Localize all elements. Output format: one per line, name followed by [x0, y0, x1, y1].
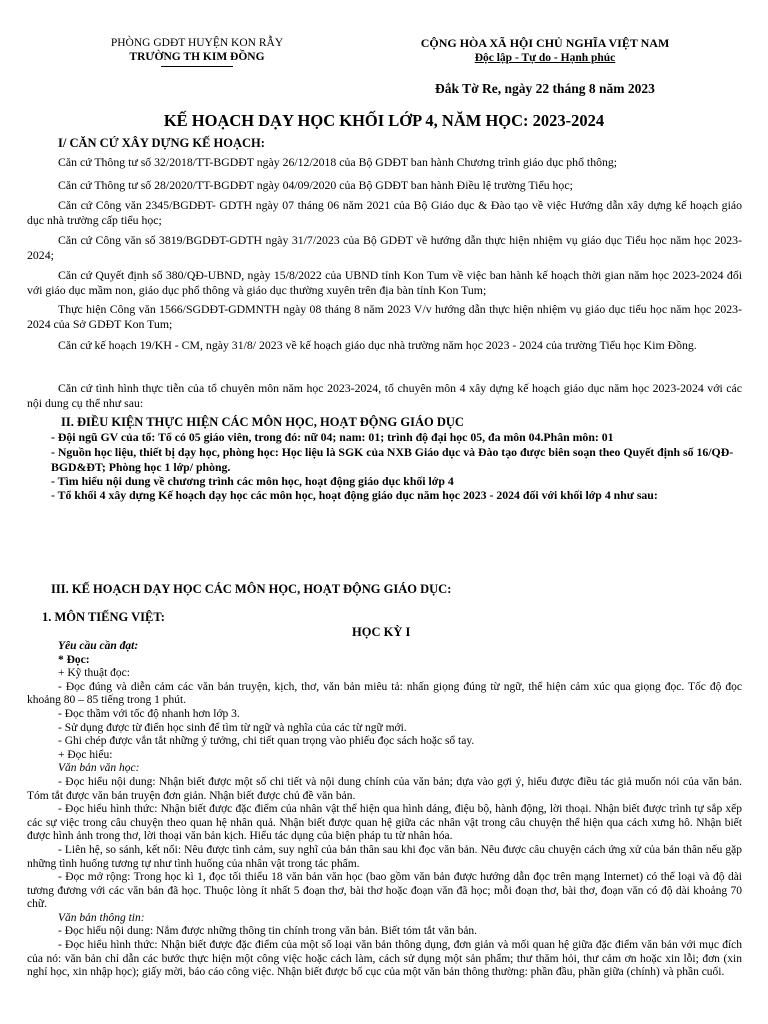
info-label: Văn bản thông tin: — [58, 911, 145, 924]
condition-item — [27, 445, 742, 474]
technique-item: - Đọc đúng và diễn cảm các văn bản truyện, kịch, thơ, văn bản miêu tả: nhấn giọng đúng từ ngữ, thể hiện cảm xúc qua giọng đọc. Tốc độ đọc khoảng 80 – 85 tiếng trong 1 phút. — [27, 680, 742, 707]
header-right — [400, 36, 690, 66]
basis-paragraph: Căn cứ Công văn 2345/BGDĐT- GDTH ngày 07 tháng 06 năm 2021 của Bộ Giáo dục & Đào tạo về việc Hướng dẫn xây dựng kế hoạch giáo dục nhà trường cấp tiểu học; — [27, 198, 742, 227]
literary-item: - Đọc mở rộng: Trong học kì 1, đọc tối thiểu 18 văn bản văn học (bao gồm văn bản được hướng dẫn đọc trên mạng Internet) có thể loại và độ dài tương đương với các văn bản đã học. Thuộc lòng ít nhất 5 đoạn thơ, bài thơ hoặc đoạn văn đã học; mỗi đoạn thơ, bài thơ, đoạn văn có độ dài khoảng 70 chữ. — [27, 871, 742, 911]
reading-label: * Đọc: — [58, 653, 90, 666]
basis-paragraph: Căn cứ tình hình thực tiễn của tổ chuyên môn năm học 2023-2024, tổ chuyên môn 4 xây dựng kế hoạch giáo dục năm học 2023-2024 với các nội dung cụ thể như sau: — [27, 381, 742, 410]
condition-text: - Tổ khối 4 xây dựng Kế hoạch dạy học các môn học, hoạt động giáo dục năm học 2023 - 2024 đối với khối lớp 4 như sau: — [51, 488, 658, 502]
document-title: KẾ HOẠCH DẠY HỌC KHỐI LỚP 4, NĂM HỌC: 2023-2024 — [163, 111, 605, 130]
section3-heading: III. KẾ HOẠCH DẠY HỌC CÁC MÔN HỌC, HOẠT ĐỘNG GIÁO DỤC: — [51, 582, 452, 596]
technique-item: - Sử dụng được từ điển học sinh để tìm từ ngữ và nghĩa của các từ ngữ mới. — [58, 721, 407, 734]
agency-name: PHÒNG GDĐT HUYỆN KON RẪY — [110, 37, 284, 49]
basis-paragraph: Căn cứ Công văn số 3819/BGDĐT-GDTH ngày 31/7/2023 của Bộ GDĐT về hướng dẫn thực hiện nhiệm vụ giáo dục Tiểu học năm học 2023-2024; — [27, 233, 742, 262]
basis-paragraph: Căn cứ kế hoạch 19/KH - CM, ngày 31/8/ 2023 về kế hoạch giáo dục nhà trường năm học 2023 - 2024 của trường Tiểu học Kim Đồng. — [58, 338, 697, 352]
literary-item: - Liên hệ, so sánh, kết nối: Nêu được tình cảm, suy nghĩ của bản thân sau khi đọc văn bản. Nêu được câu chuyện cách ứng xử của bản thân nếu gặp những tình huống tương tự như tình huống của nhân vật trong tác phẩm. — [27, 843, 742, 870]
literary-item: - Đọc hiểu hình thức: Nhận biết được đặc điểm của nhân vật thể hiện qua hình dáng, điệu bộ, hành động, lời thoại. Nhận biết được trình tự sắp xếp các sự việc trong câu chuyện theo quan hệ nhân quả. Nhận biết được quan hệ giữa các nhân vật trong câu chuyện thể hiện qua cách xưng hô. Nhận biết được hình ảnh trong thơ, lời thoại văn bản kịch. Hiểu tác dụng của biện pháp tu từ nhân hóa. — [27, 803, 742, 843]
section1-heading: I/ CĂN CỨ XÂY DỰNG KẾ HOẠCH: — [58, 136, 265, 150]
condition-text: - Đội ngũ GV của tổ: Tổ có 05 giáo viên, trong đó: nữ 04; nam: 01; trình độ đại học 05, đa môn 04.Phân môn: 01 — [51, 430, 614, 444]
header-left — [82, 36, 312, 67]
country-name: CỘNG HÒA XÃ HỘI CHỦ NGHĨA VIỆT NAM — [420, 36, 670, 50]
technique-label: + Kỹ thuật đọc: — [58, 667, 130, 680]
technique-item: - Đọc thầm với tốc độ nhanh hơn lớp 3. — [58, 707, 240, 720]
basis-paragraph: Căn cứ Thông tư số 28/2020/TT-BGDĐT ngày 04/09/2020 của Bộ GDĐT ban hành Điều lệ trường Tiểu học; — [58, 178, 573, 192]
condition-text: - Tìm hiểu nội dung về chương trình các môn học, hoạt động giáo dục khối lớp 4 — [51, 474, 454, 488]
condition-text: - Nguồn học liệu, thiết bị dạy học, phòng học: Học liệu là SGK của NXB Giáo dục và Đào tạo được biên soạn theo Quyết định số 16/QĐ-BGD&ĐT; Phòng học 1 lớp/ phòng. — [51, 445, 734, 474]
technique-item: - Ghi chép được vắn tắt những ý tưởng, chi tiết quan trọng vào phiếu đọc sách hoặc sổ tay. — [58, 735, 475, 748]
document-date: Đắk Tờ Re, ngày 22 tháng 8 năm 2023 — [435, 81, 655, 96]
basis-paragraph: Căn cứ Thông tư số 32/2018/TT-BGDĐT ngày 26/12/2018 của Bộ GDĐT ban hành Chương trình giáo dục phổ thông; — [58, 155, 618, 169]
basis-paragraph: Căn cứ Quyết định số 380/QĐ-UBND, ngày 15/8/2022 của UBND tỉnh Kon Tum về việc ban hành kế hoạch thời gian năm học 2023-2024 đối với giáo dục mầm non, giáo dục phổ thông và giáo dục thường xuyên trên địa bàn tỉnh Kon Tum; — [27, 268, 742, 297]
condition-item — [27, 474, 742, 489]
school-name: TRƯỜNG TH KIM ĐỒNG — [129, 51, 265, 63]
basis-paragraph: Thực hiện Công văn 1566/SGDĐT-GDMNTH ngày 08 tháng 8 năm 2023 V/v hướng dẫn thực hiện nhiệm vụ giáo dục tiểu học năm học 2023-2024 của Sở GDĐT Kon Tum; — [27, 302, 742, 331]
literary-label: Văn bản văn học: — [58, 762, 140, 775]
comprehension-label: + Đọc hiểu: — [58, 748, 113, 761]
info-item: - Đọc hiểu nội dung: Nắm được những thông tin chính trong văn bản. Biết tóm tắt văn bản. — [58, 925, 478, 938]
requirements-label: Yêu cầu cần đạt: — [58, 640, 139, 652]
literary-item: - Đọc hiểu nội dung: Nhận biết được một số chi tiết và nội dung chính của văn bản; dựa vào gợi ý, hiểu được điều tác giả muốn nói của văn bản. Tóm tắt được văn bản truyện đơn giản. Nhận biết được chủ đề văn bản. — [27, 775, 742, 802]
condition-item — [27, 488, 742, 503]
subject-heading: 1. MÔN TIẾNG VIỆT: — [42, 610, 165, 624]
school-underline — [161, 66, 233, 67]
requirements-body — [27, 640, 742, 980]
info-item: - Đọc hiểu hình thức: Nhận biết được đặc điểm của một số loại văn bản thông dụng, đơn giản và mối quan hệ giữa đặc điểm văn bản với mục đích của nó: văn bản chỉ dẫn các bước thực hiện một công việc hoặc cách làm, cách sử dụng một sản phẩm; thư thăm hỏi, thư cảm ơn hoặc xin lỗi; đơn (xin nghỉ học, xin nhập học); giấy mời, báo cáo công việc. Nhận biết được bố cục của một văn bản thông thường: phần đầu, phần giữa (chính) và phần cuối. — [27, 939, 742, 979]
national-motto: Độc lập - Tự do - Hạnh phúc — [474, 52, 616, 64]
term-heading: HỌC KỲ I — [352, 625, 411, 639]
section2-heading: II. ĐIỀU KIỆN THỰC HIỆN CÁC MÔN HỌC, HOẠT ĐỘNG GIÁO DỤC — [61, 415, 464, 429]
condition-item — [27, 430, 742, 445]
